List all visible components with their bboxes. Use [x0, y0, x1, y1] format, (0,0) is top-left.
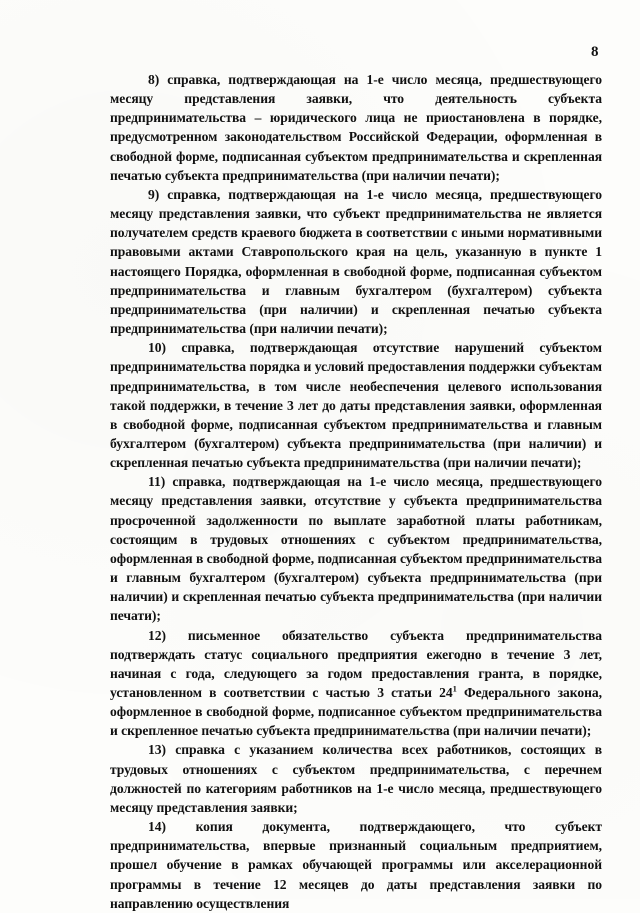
paragraph-item-10: 10) справка, подтверждающая отсутствие нарушений субъектом предпринимательства порядка и условий предоставления поддержки субъектам предпринимательства, в том числе необеспечения целевого использования такой поддержки, в течение 3 лет до даты представления заявки, оформленная в свободной форме, подписанная субъектом предпринимательства и главным бухгалтером (бухгалтером) субъекта предпринимательства (при наличии) и скрепленная печатью субъекта предпринимательства (при наличии печати);: [110, 340, 602, 471]
paragraph-item-11: 11) справка, подтверждающая на 1-е число месяца, предшествующего месяцу представления заявки, отсутствие у субъекта предпринимательства просроченной задолженности по выплате заработной платы работникам, состоящим в трудовых отношениях с субъектом предпринимательства, оформленная в свободной форме, подписанная субъектом предпринимательства и главным бухгалтером (бухгалтером) субъекта предпринимательства (при наличии) и скрепленная печатью субъекта предпринимательства (при наличии печати);: [110, 474, 602, 624]
paragraph-item-12-text: 12) письменное обязательство субъекта предпринимательства подтверждать статус социального предприятия ежегодно в течение 3 лет, начиная с года, следующего за годом предоставления гранта, в порядке, установленном в соответствии с частью 3 статьи 24: [110, 627, 602, 700]
document-body: [110, 70, 602, 913]
paragraph-item-8: 8) справка, подтверждающая на 1-е число месяца, предшествующего месяцу представления заявки, что деятельность субъекта предпринимательства – юридического лица не приостановлена в порядке, предусмотренном законодательством Российской Федерации, оформленная в свободной форме, подписанная субъектом предпринимательства и скрепленная печатью субъекта предпринимательства (при наличии печати);: [110, 72, 602, 183]
paragraph-item-12-tail: Федерального закона, оформленное в свободной форме, подписанное субъектом предпринимательства и скрепленное печатью субъекта предпринимательства (при наличии печати);: [110, 685, 602, 739]
page-number: 8: [591, 44, 599, 60]
article-superscript: 1: [452, 683, 457, 694]
paragraph-item-14: 14) копия документа, подтверждающего, что субъект предпринимательства, впервые признанный социальным предприятием, прошел обучение в рамках обучающей программы или акселерационной программы в течение 12 месяцев до даты представления заявки по направлению осуществления: [110, 819, 602, 911]
paragraph-item-9: 9) справка, подтверждающая на 1-е число месяца, предшествующего месяцу представления заявки, что субъект предпринимательства не является получателем средств краевого бюджета в соответствии с иными нормативными правовыми актами Ставропольского края на цель, указанную в пункте 1 настоящего Порядка, оформленная в свободной форме, подписанная субъектом предпринимательства и главным бухгалтером (бухгалтером) субъекта предпринимательства (при наличии) и скрепленная печатью субъекта предпринимательства (при наличии печати);: [110, 186, 602, 337]
paragraph-item-13: 13) справка с указанием количества всех работников, состоящих в трудовых отношениях с субъектом предпринимательства, с перечнем должностей по категориям работников на 1-е число месяца, предшествующего месяцу представления заявки;: [110, 742, 602, 815]
paragraph-item-12: [110, 626, 602, 741]
